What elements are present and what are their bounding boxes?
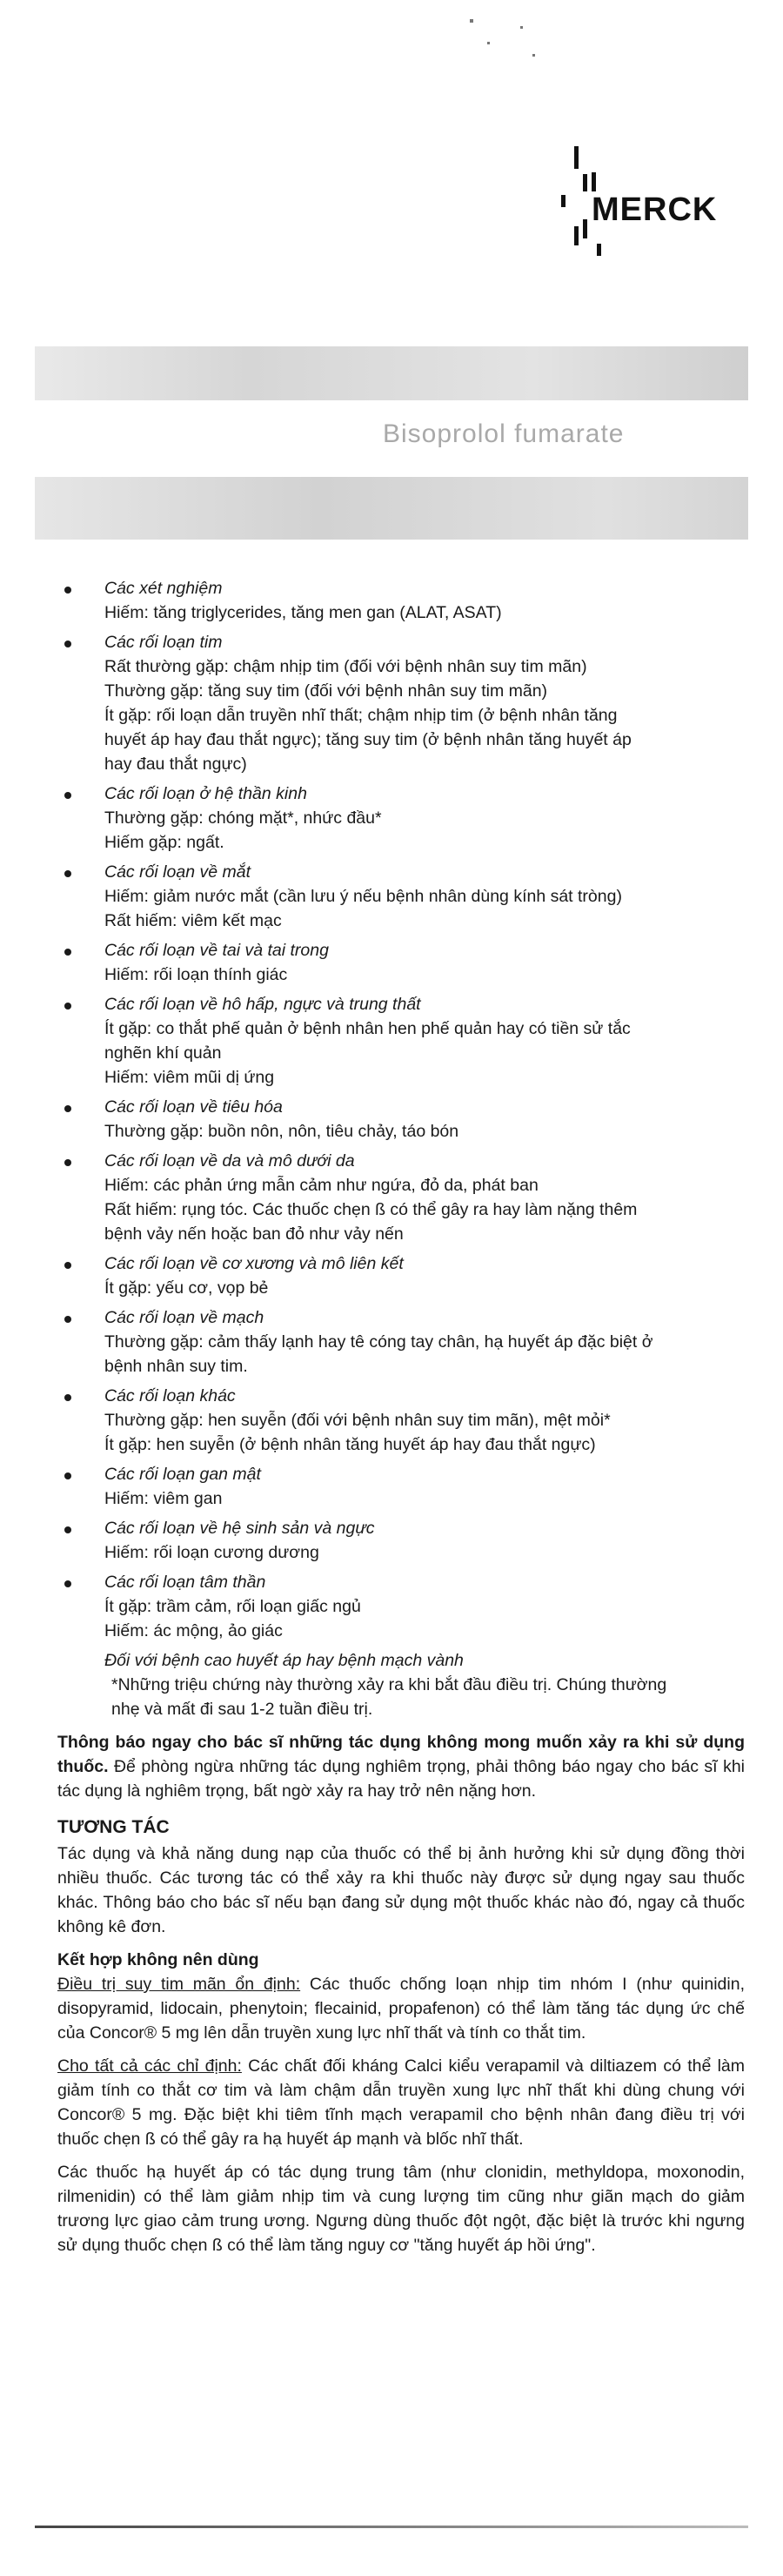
side-effect-title: Các rối loạn về tai và tai trong <box>104 941 329 960</box>
side-effect-line: Thường gặp: cảm thấy lạnh hay tê cóng tay chân, hạ huyết áp đặc biệt ở <box>104 1332 653 1352</box>
side-effect-item <box>57 630 745 776</box>
logo-bar-icon <box>597 244 601 256</box>
footnote: *Những triệu chứng này thường xảy ra khi bắt đầu điều trị. Chúng thường nhẹ và mất đi sau 1-2 tuần điều trị. <box>111 1675 667 1719</box>
side-effect-line: bệnh vảy nến hoặc ban đỏ như vảy nến <box>104 1224 404 1244</box>
bullet-icon <box>64 1003 71 1010</box>
side-effect-line: Hiếm: tăng triglycerides, tăng men gan (ALAT, ASAT) <box>104 603 502 622</box>
not-recommended-heading: Kết hợp không nên dùng <box>57 1950 259 1969</box>
side-effect-line: Ít gặp: rối loạn dẫn truyền nhĩ thất; chậm nhịp tim (ở bệnh nhân tăng <box>104 706 618 725</box>
side-effect-line: Rất thường gặp: chậm nhịp tim (đối với bệnh nhân suy tim mãn) <box>104 657 587 676</box>
side-effect-line: huyết áp hay đau thắt ngực); tăng suy tim (ở bệnh nhân tăng huyết áp <box>104 730 632 749</box>
all-indications-paragraph <box>57 2054 745 2151</box>
logo-wordmark: MERCK <box>592 191 718 228</box>
side-effect-line: Thường gặp: hen suyễn (đối với bệnh nhân suy tim mãn), mệt mỏi* <box>104 1411 611 1430</box>
merck-logo <box>557 146 740 268</box>
faded-header-band <box>35 477 748 540</box>
side-effect-title: Các rối loạn về hô hấp, ngực và trung thất <box>104 995 421 1014</box>
side-effect-line: Thường gặp: chóng mặt*, nhức đầu* <box>104 808 382 828</box>
side-effect-line: Hiếm gặp: ngất. <box>104 833 224 852</box>
logo-bar-icon <box>574 146 579 169</box>
stable-text: Các thuốc chống loạn nhịp tim nhóm I (như quinidin, disopyramid, lidocain, phenytoin; flecainid, propafenon) có thể làm tăng tác dụng ức chế của Concor® 5 mg lên dẫn truyền xung lực nhĩ thất và tính co thắt tim. <box>57 1975 745 2043</box>
side-effect-line: Ít gặp: trầm cảm, rối loạn giấc ngủ <box>104 1597 361 1616</box>
all-text: Các chất đối kháng Calci kiểu verapamil và diltiazem có thể làm giảm tính co thắt cơ tim và làm chậm dẫn truyền xung lực nhĩ thất khi dùng chung với Concor® 5 mg. Đặc biệt khi tiêm tĩnh mạch verapamil cho bệnh nhân đang điều trị với thuốc chẹn ß có thể gây ra hạ huyết áp mạnh và blốc nhĩ thất. <box>57 2056 745 2149</box>
side-effect-line: Hiếm: các phản ứng mẫn cảm như ngứa, đỏ da, phát ban <box>104 1176 539 1195</box>
bullet-icon <box>64 1472 71 1479</box>
stable-heart-failure-paragraph <box>57 1972 745 2045</box>
side-effect-item <box>57 1516 745 1565</box>
side-effect-item <box>57 1149 745 1246</box>
bottom-rule <box>35 2526 748 2528</box>
side-effect-item <box>57 1462 745 1511</box>
side-effect-line: Hiếm: rối loạn thính giác <box>104 965 288 984</box>
side-effect-line: nghẽn khí quản <box>104 1043 222 1063</box>
logo-bar-icon <box>592 172 596 191</box>
side-effect-line: Hiếm: ác mộng, ảo giác <box>104 1621 283 1640</box>
side-effect-item <box>57 1384 745 1457</box>
bullet-icon <box>64 870 71 877</box>
scan-speck <box>487 42 490 44</box>
side-effect-title: Các rối loạn về mạch <box>104 1308 264 1327</box>
side-effect-line: Rất hiếm: viêm kết mạc <box>104 911 282 930</box>
interactions-heading: TƯƠNG TÁC <box>57 1817 170 1837</box>
side-effect-title: Các xét nghiệm <box>104 579 223 598</box>
side-effect-item <box>57 1251 745 1300</box>
side-effect-item <box>57 938 745 987</box>
side-effect-title: Các rối loạn về tiêu hóa <box>104 1097 283 1117</box>
faded-header-band <box>35 346 748 400</box>
bullet-icon <box>64 587 71 594</box>
bullet-icon <box>64 641 71 647</box>
italic-note: Đối với bệnh cao huyết áp hay bệnh mạch vành <box>104 1651 464 1670</box>
side-effect-line: Hiếm: viêm gan <box>104 1489 223 1508</box>
side-effect-line: Hiếm: viêm mũi dị ứng <box>104 1068 275 1087</box>
side-effect-title: Các rối loạn về hệ sinh sản và ngực <box>104 1519 375 1538</box>
bullet-icon <box>64 949 71 956</box>
side-effect-item <box>57 992 745 1090</box>
side-effect-title: Các rối loạn tim <box>104 633 223 652</box>
logo-bar-icon <box>583 174 587 191</box>
logo-bar-icon <box>574 226 579 245</box>
central-antihypertensive-paragraph: Các thuốc hạ huyết áp có tác dụng trung tâm (như clonidin, methyldopa, moxonodin, rilmenidin) có thể làm giảm nhịp tim và cung lượng tim cũng như giãn mạch do giảm trương lực giao cảm trung ương. Ngưng dùng thuốc đột ngột, đặc biệt là trước khi ngưng sử dụng thuốc chẹn ß có thể làm tăng nguy cơ "tăng huyết áp hồi ứng". <box>57 2163 745 2255</box>
interactions-intro: Tác dụng và khả năng dung nạp của thuốc có thể bị ảnh hưởng khi sử dụng đồng thời nhiều thuốc. Các tương tác có thể xảy ra khi thuốc này được sử dụng ngay sau thuốc khác. Thông báo cho bác sĩ nếu bạn đang sử dụng một thuốc khác nào đó, ngay cả thuốc không kê đơn. <box>57 1844 745 1936</box>
side-effect-item <box>57 782 745 855</box>
logo-bar-icon <box>583 219 587 238</box>
side-effect-line: Ít gặp: co thắt phế quản ở bệnh nhân hen phế quản hay có tiền sử tắc <box>104 1019 631 1038</box>
bullet-icon <box>64 1159 71 1166</box>
side-effect-line: Hiếm: giảm nước mắt (cần lưu ý nếu bệnh nhân dùng kính sát tròng) <box>104 887 622 906</box>
bullet-icon <box>64 792 71 799</box>
side-effect-title: Các rối loạn tâm thần <box>104 1573 266 1592</box>
side-effect-line: Thường gặp: tăng suy tim (đối với bệnh nhân suy tim mãn) <box>104 681 548 701</box>
bullet-icon <box>64 1526 71 1533</box>
faded-product-name: Bisoprolol fumarate <box>383 419 625 448</box>
stable-label: Điều trị suy tim mãn ổn định: <box>57 1975 301 1994</box>
bullet-icon <box>64 1262 71 1269</box>
all-label: Cho tất cả các chỉ định: <box>57 2056 242 2076</box>
side-effect-title: Các rối loạn về da và mô dưới da <box>104 1151 355 1171</box>
side-effect-line: Rất hiếm: rụng tóc. Các thuốc chẹn ß có thể gây ra hay làm nặng thêm <box>104 1200 638 1219</box>
bullet-icon <box>64 1316 71 1323</box>
side-effect-line: hay đau thắt ngực) <box>104 755 247 774</box>
bullet-icon <box>64 1394 71 1401</box>
notice-paragraph <box>57 1730 745 1803</box>
side-effect-title: Các rối loạn về cơ xương và mô liên kết <box>104 1254 404 1273</box>
side-effect-item <box>57 1095 745 1144</box>
bullet-icon <box>64 1105 71 1112</box>
logo-bar-icon <box>561 195 566 207</box>
side-effect-item <box>57 1570 745 1643</box>
side-effect-item <box>57 860 745 933</box>
side-effect-line: bệnh nhân suy tim. <box>104 1357 248 1376</box>
scan-speck <box>532 54 535 57</box>
notice-bold-text: Thông báo ngay cho bác sĩ những tác dụng không mong muốn xảy ra khi sử dụng thuốc. <box>57 1733 745 1776</box>
bullet-icon <box>64 1580 71 1587</box>
leaflet-content <box>57 576 745 2266</box>
side-effects-list <box>57 576 745 1643</box>
side-effect-item <box>57 1305 745 1379</box>
notice-text: Để phòng ngừa những tác dụng nghiêm trọng, phải thông báo ngay cho bác sĩ khi tác dụng là nghiêm trọng, bất ngờ xảy ra hay trở nên nặng hơn. <box>57 1757 745 1801</box>
scan-speck <box>470 19 473 23</box>
side-effect-line: Thường gặp: buồn nôn, nôn, tiêu chảy, táo bón <box>104 1122 459 1141</box>
side-effect-line: Ít gặp: hen suyễn (ở bệnh nhân tăng huyết áp hay đau thắt ngực) <box>104 1435 596 1454</box>
side-effect-title: Các rối loạn gan mật <box>104 1465 261 1484</box>
side-effect-item <box>57 576 745 625</box>
scan-speck <box>520 26 523 29</box>
side-effect-line: Ít gặp: yếu cơ, vọp bẻ <box>104 1278 269 1298</box>
side-effect-title: Các rối loạn về mắt <box>104 862 251 882</box>
side-effect-line: Hiếm: rối loạn cương dương <box>104 1543 319 1562</box>
side-effect-title: Các rối loạn khác <box>104 1386 236 1405</box>
side-effect-title: Các rối loạn ở hệ thần kinh <box>104 784 307 803</box>
